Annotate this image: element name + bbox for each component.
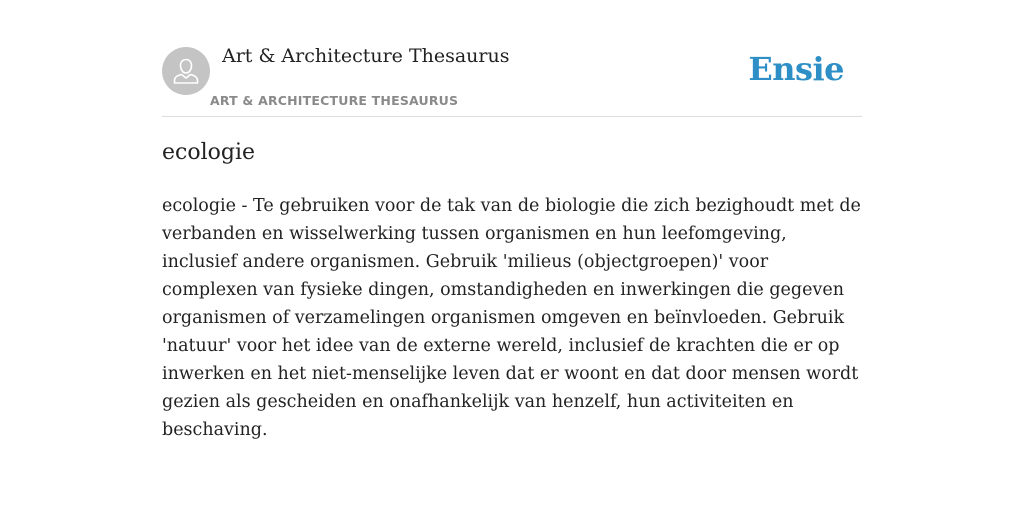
term-title: ecologie — [162, 140, 256, 165]
definition-text: ecologie - Te gebruiken voor de tak van de biologie die zich bezighoudt met de verbanden en wisselwerking tussen organismen en hun leefomgeving, inclusief andere organismen. Gebruik 'milieus (objectgroepen)' voor complexen van fysieke dingen, omstandigheden en inwerkingen die gegeven organismen of verzamelingen organismen omgeven en beïnvloeden. Gebruik 'natuur' voor het idee van de externe wereld, inclusief de krachten die er op inwerken en het niet-menselijke leven dat er woont en dat door mensen wordt gezien als gescheiden en onafhankelijk van henzelf, hun activiteiten en beschaving. — [162, 196, 861, 440]
user-icon — [162, 47, 210, 95]
source-title[interactable]: Art & Architecture Thesaurus — [222, 45, 510, 67]
page-container — [162, 0, 862, 440]
source-subtitle[interactable]: ART & ARCHITECTURE THESAURUS — [210, 93, 459, 108]
ensie-logo[interactable]: Ensie — [748, 50, 844, 88]
source-header — [162, 0, 862, 117]
